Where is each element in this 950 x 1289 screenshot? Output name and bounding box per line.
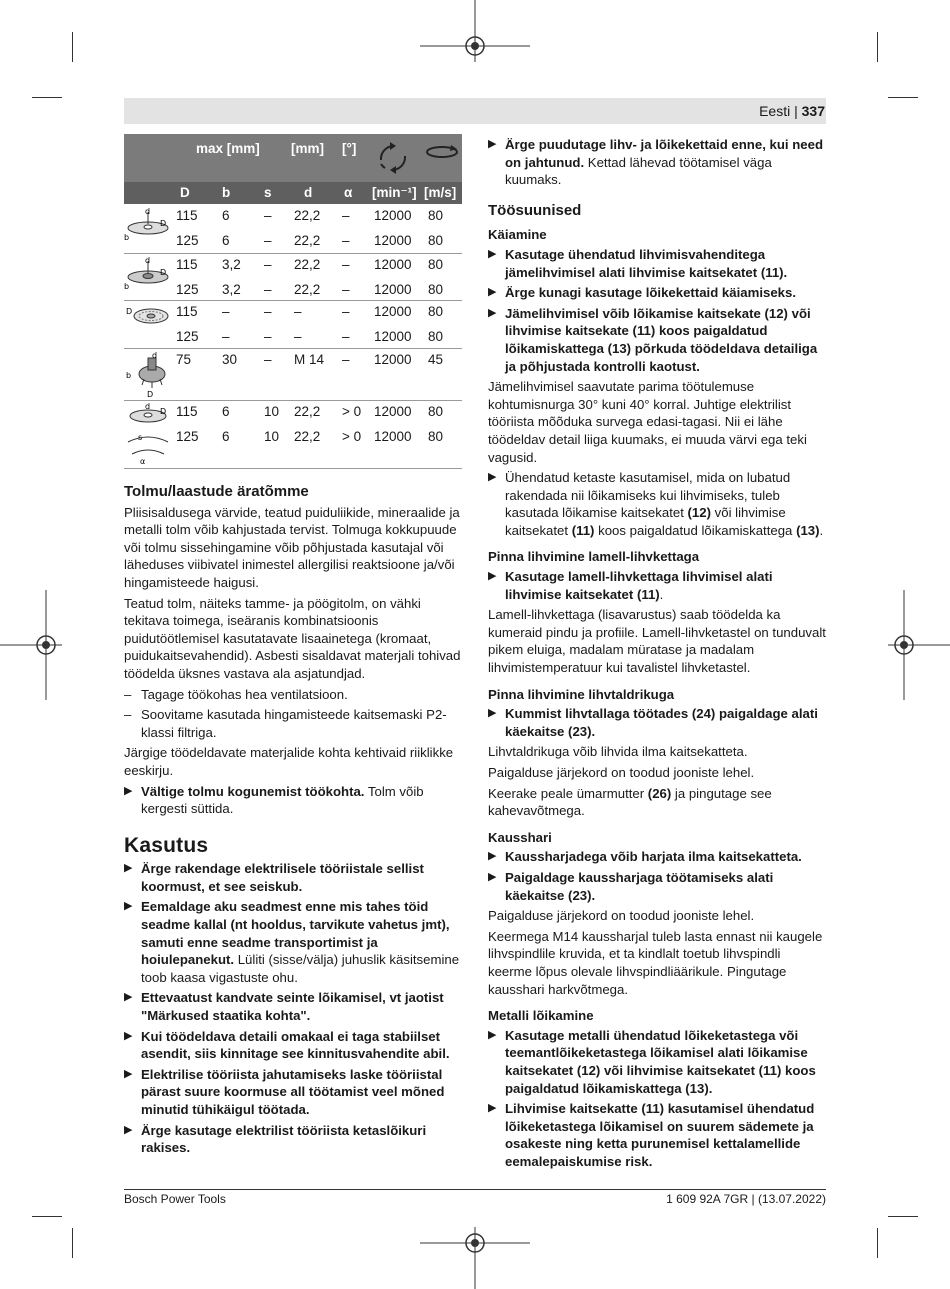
bullet-item: ▶ Jämelihvimisel võib lõikamise kaitsekate (12) või lihvimise kaitsekate (11) koos paigaldatud lõikamiskattega (13) põrkuda töödeldava detailiga ja põhjustada kontrolli kaotust. (488, 305, 818, 374)
table-cell: 115 (176, 404, 198, 419)
bullet-bold: Kasutage ühendatud lihvimisvahenditega jämelihvimisel alati lihvimise kaitsekatet (11). (505, 246, 788, 280)
table-cell: – (222, 328, 230, 344)
header-language: Eesti (759, 103, 791, 119)
table-cell: > 0 (342, 404, 362, 419)
bullet-item: ▶ Ärge kunagi kasutage lõikekettaid käiamiseks. (488, 285, 796, 301)
rotation-speed-icon (373, 138, 413, 178)
footer-rule (124, 1189, 826, 1190)
col-s: s (264, 185, 272, 200)
table-cell: – (294, 304, 302, 319)
col-rpm: [min⁻¹] (372, 185, 417, 200)
bullet-bold: Jämelihvimisel võib lõikamise kaitsekate (12) või lihvimise kaitsekate (11) koos paigaldatud lõikamiskattega (13) põrkuda töödeldava detailiga ja põhjustada kontrolli kaotust. (505, 305, 818, 374)
crop-mark (888, 1216, 918, 1217)
crop-mark (32, 1216, 62, 1217)
crop-mark (888, 97, 918, 98)
table-cell: 22,2 (294, 208, 321, 223)
table-cell: 115 (176, 208, 198, 223)
table-cell: – (294, 328, 302, 344)
dash-item: – Tagage töökohas hea ventilatsioon. (124, 686, 348, 702)
paragraph: Paigalduse järjekord on toodud jooniste lehel. (488, 765, 755, 780)
dash-text: Tagage töökohas hea ventilatsioon. (141, 686, 348, 702)
bullet-item: ▶ Kui töödeldava detaili omakaal ei taga stabiilset asendit, siis kinnitage see kinnitusvahendite abil. (124, 1028, 450, 1062)
table-cell: 6 (222, 404, 230, 419)
table-cell: – (264, 257, 272, 272)
table-cell: – (264, 352, 272, 367)
svg-text:D: D (160, 268, 167, 277)
table-cell: – (342, 328, 350, 344)
bullet-bold: Ärge kasutage elektrilist tööriista ketaslõikuri rakises. (141, 1122, 427, 1156)
table-cell: 12000 (374, 281, 412, 297)
table-cell: 125 (176, 281, 199, 297)
table-cell: 12000 (374, 304, 412, 319)
peripheral-speed-icon (424, 142, 460, 162)
svg-text:b: b (124, 233, 130, 242)
svg-text:α: α (140, 457, 146, 466)
right-column (488, 136, 826, 1173)
table-cell: M 14 (294, 352, 325, 367)
table-cell: 6 (222, 428, 230, 444)
text: koos paigaldatud lõikamiskattega (594, 522, 797, 538)
bullet-bold: Ärge puudutage lihv- ja lõikekettaid enne, kui need on jahtunud. (505, 137, 824, 170)
page-header: Eesti | 337 (759, 103, 825, 119)
svg-text:d: d (152, 351, 158, 360)
bullet-item: ▶ Kummist lihvtallaga töötades (24) paigaldage alati käekaitse (23). (488, 706, 818, 739)
flap-disc-icon (124, 402, 174, 466)
table-cell: 12000 (374, 328, 412, 344)
ref: (11) (571, 522, 595, 538)
paragraph: Keermega M14 kaussharjal tuleb lasta ennast nii kaugele lihvspindlile kruvida, et ta kindlalt toetub lihvspindli keerme lõpus olevale lihvspindliäärikule. Pingutage kausshari harkvõtmega. (488, 928, 823, 997)
crop-mark (877, 1228, 878, 1258)
section-title-usage: Kasutus (124, 833, 209, 857)
arrow-item: ▶ Ühendatud ketaste kasutamisel, mida on lubatud rakendada nii lõikamiseks kui lihvimiseks, tuleb kasutada lõikamise kaitsekatet (12) või lihvimise kaitsekatet (11) koos paigaldatud lõikamiskattega (13). (488, 470, 824, 538)
bullet-text: Lüliti (sisse/välja) juhuslik käsitsemine toob kaasa vigastuste ohu. (141, 952, 460, 985)
bullet-bold: Lihvimise kaitsekatte (11) kasutamisel ühendatud lõikeketastega lõikamisel on suurem sädemete ja osakeste ning ketta purunemisel kettalamellide eemalepaiskumise risk. (505, 1101, 815, 1169)
bullet-bold: Paigaldage kaussharjaga töötamiseks alati käekaitse (23). (505, 869, 774, 903)
cup-brush-icon (124, 350, 174, 400)
bullet-bold: Ettevaatust kandvate seinte lõikamisel, vt jaotist "Märkused staatika kohta". (141, 990, 444, 1024)
svg-text:d: d (145, 207, 151, 216)
svg-text:d: d (145, 256, 151, 265)
table-cell: – (222, 304, 230, 319)
crop-mark (72, 32, 73, 62)
text: või lihvimise kaitsekatet (505, 505, 786, 538)
table-cell: 3,2 (222, 281, 241, 297)
table-cell: – (264, 328, 272, 344)
crop-mark (877, 32, 878, 62)
paragraph: Lihvtaldrikuga võib lihvida ilma kaitsekatteta. (488, 744, 748, 760)
col-D: D (180, 185, 190, 200)
page-number: 337 (801, 103, 825, 119)
svg-text:D: D (160, 407, 167, 416)
col-alpha: α (344, 185, 353, 200)
table-cell: 12000 (374, 352, 412, 367)
table-cell: 125 (176, 428, 199, 444)
table-cell: 115 (176, 304, 198, 319)
registration-mark-icon (0, 590, 62, 700)
dash-text: Soovitame kasutada hingamisteede kaitsemaski P2-klassi filtriga. (141, 707, 447, 740)
svg-text:D: D (147, 390, 154, 399)
subsection-title: Metalli lõikamine (488, 1008, 594, 1024)
table-cell: – (264, 304, 272, 319)
registration-mark-icon (420, 1227, 530, 1289)
bullet-bold: Kasutage metalli ühendatud lõikeketastega või teemantlõikeketastega lõikamisel alati lõikamise kaitsekatet (12) või lihvimise kaitsekatet (11) koos paigaldatud lõikamiskattega (13). (505, 1027, 816, 1096)
table-cell: 30 (222, 352, 238, 367)
crop-mark (72, 1228, 73, 1258)
text: Keerake peale ümarmutter (488, 785, 648, 801)
bullet-item: ▶ Eemaldage aku seadmest enne mis tahes töid seadme kallal (nt hooldus, tarvikute vahetus jmt), samuti enne seadme transportimist ja hoiulepanekut. Lüliti (sisse/välja) juhuslik käsitsemine toob kaasa vigastuste ohu. (124, 899, 460, 985)
bullet-item: ▶ Ärge kasutage elektrilist tööriista ketaslõikuri rakises. (124, 1122, 427, 1156)
col-ms: [m/s] (424, 185, 457, 200)
bullet-item: ▶ Elektrilise tööriista jahutamiseks laske tööriistal pärast suure koormuse all töötamist veel mõned minutid tühikäigul töötada. (124, 1066, 445, 1117)
table-separator (124, 253, 462, 254)
col-d: d (304, 185, 313, 200)
bullet-item: ▶ Kaussharjadega võib harjata ilma kaitsekatteta. (488, 849, 802, 865)
bullet-bold: Kummist lihvtallaga töötades (24) paigaldage alati käekaitse (23). (505, 706, 818, 739)
table-separator (124, 300, 462, 301)
svg-text:b: b (126, 371, 132, 380)
table-cell: 22,2 (294, 428, 321, 444)
header-mm: [mm] (291, 141, 324, 156)
bullet-bold: Ärge kunagi kasutage lõikekettaid käiamiseks. (505, 285, 796, 301)
table-cell: 22,2 (294, 281, 321, 297)
table-header-row-1 (124, 134, 462, 182)
ref: (26) (647, 785, 672, 801)
bullet-bold: Kaussharjadega võib harjata ilma kaitsekatteta. (505, 849, 802, 865)
bullet-bold: Kui töödeldava detaili omakaal ei taga stabiilset asendit, siis kinnitage see kinnitusvahendite abil. (141, 1028, 450, 1062)
text: Ühendatud ketaste kasutamisel, mida on lubatud rakendada nii lõikamiseks kui lihvimiseks, tuleb kasutada lõikamise kaitsekatet (505, 470, 791, 521)
table-separator (124, 400, 462, 401)
bullet-item: ▶ Paigaldage kaussharjaga töötamiseks alati käekaitse (23). (488, 869, 774, 903)
section-title-dust: Tolmu/laastude äratõmme (124, 483, 309, 500)
bullet-item: ▶ Lihvimise kaitsekatte (11) kasutamisel ühendatud lõikeketastega lõikamisel on suurem sädemete ja osakeste ning ketta purunemisel kettalamellide eemalepaiskumise risk. (488, 1101, 815, 1169)
table-cell: – (264, 281, 272, 297)
bullet-bold: Ärge rakendage elektrilisele tööriistale sellist koormust, et see seiskub. (141, 861, 424, 894)
footer-right: 1 609 92A 7GR | (13.07.2022) (666, 1192, 826, 1206)
bullet-item: ▶ Kasutage lamell-lihvkettaga lihvimisel alati lihvimise kaitsekatet (11). (488, 569, 773, 602)
table-cell: 80 (428, 257, 444, 272)
footer-left: Bosch Power Tools (124, 1192, 226, 1206)
bullet-bold: Vältige tolmu kogunemist töökohta. (141, 783, 365, 799)
table-cell: 80 (428, 281, 444, 297)
svg-text:d: d (145, 402, 151, 411)
bullet-item: ▶ Vältige tolmu kogunemist töökohta. Tolm võib kergesti süttida. (124, 783, 424, 817)
table-cell: – (342, 208, 350, 223)
cutting-disc-icon (124, 255, 174, 299)
crop-mark (32, 97, 62, 98)
table-cell: 12000 (374, 208, 412, 223)
bullet-item: ▶ Ärge puudutage lihv- ja lõikekettaid enne, kui need on jahtunud. Kettad lähevad töötamisel väga kuumaks. (488, 137, 824, 188)
table-cell: 22,2 (294, 257, 321, 272)
table-cell: – (342, 232, 350, 248)
paragraph: Lamell-lihvkettaga (lisavarustus) saab töödelda ka kumeraid pindu ja profiile. Lamell-lihvketastel on tunduvalt pikem eluiga, madalam müratase ja madalam lihvimistemperatuur kui tavalistel lihvketastel. (488, 607, 826, 676)
table-cell: 80 (428, 304, 444, 319)
table-cell: 3,2 (222, 257, 241, 272)
table-cell: 22,2 (294, 232, 321, 248)
table-separator (124, 348, 462, 349)
header-max-mm: max [mm] (196, 141, 260, 156)
table-cell: – (264, 232, 272, 248)
section-title-work: Töösuunised (488, 201, 582, 219)
dash-item: – Soovitame kasutada hingamisteede kaitsemaski P2-klassi filtriga. (124, 707, 447, 740)
table-cell: 80 (428, 232, 444, 248)
table-cell: 80 (428, 404, 444, 419)
col-b: b (222, 185, 231, 200)
sanding-sheet-icon (124, 302, 174, 346)
table-cell: 115 (176, 257, 198, 272)
text: . (819, 522, 824, 538)
registration-mark-icon (888, 590, 950, 700)
table-cell: 80 (428, 428, 444, 444)
svg-text:b: b (124, 282, 130, 291)
bullet-bold: Kasutage lamell-lihvkettaga lihvimisel alati lihvimise kaitsekatet (11) (505, 569, 773, 602)
bullet-item: ▶ Ettevaatust kandvate seinte lõikamisel, vt jaotist "Märkused staatika kohta". (124, 990, 444, 1024)
text: ja pingutage see kahevavõtmega. (488, 785, 772, 819)
registration-mark-icon (420, 0, 530, 62)
table-cell: 10 (264, 404, 280, 419)
paragraph: Pliisisaldusega värvide, teatud puiduliikide, mineraalide ja metalli tolm võib kahjustada tervist. Tolmuga kokkupuude või tolmu sissehingamine võib põhjustada kasutajal või läheduses viibivatel inimestel allergilisi reaktsioone ja/või hingamisteede haigusi. (124, 504, 460, 590)
bullet-text: Kettad lähevad töötamisel väga kuumaks. (505, 154, 772, 188)
header-bar (124, 98, 826, 124)
table-cell: 12000 (374, 257, 412, 272)
table-cell: 80 (428, 328, 444, 344)
paragraph: Paigalduse järjekord on toodud jooniste lehel. (488, 908, 755, 924)
paragraph: Jämelihvimisel saavutate parima töötulemuse kohtumisnurga 30° kuni 40° korral. Juhtige elektrilist tööriista mõõduka survega edasi-tagasi. Nii ei lähe töödeldav detail liiga kuumaks, ei muuda värvi ega teki vagusid. (488, 379, 807, 465)
subsection-title: Pinna lihvimine lamell-lihvkettaga (488, 549, 700, 565)
table-cell: 12000 (374, 428, 412, 444)
table-cell: > 0 (342, 428, 362, 444)
table-cell: 12000 (374, 232, 412, 248)
ref: (12) (687, 505, 711, 521)
table-cell: 125 (176, 328, 199, 344)
bullet-bold: Elektrilise tööriista jahutamiseks laske tööriistal pärast suure koormuse all töötamist veel mõned minutid tühikäigul töötada. (141, 1066, 445, 1117)
subsection-title: Kausshari (488, 829, 552, 845)
table-cell: 12000 (374, 404, 412, 419)
paragraph (488, 785, 826, 820)
table-cell: 22,2 (294, 404, 321, 419)
table-cell: 45 (428, 352, 444, 367)
table-cell: 80 (428, 208, 444, 223)
bullet-text: . (659, 586, 664, 602)
ref: (13) (796, 522, 820, 538)
table-cell: – (264, 208, 272, 223)
table-header-row-2 (124, 182, 462, 204)
subsection-title: Käiamine (488, 227, 547, 243)
svg-text:D: D (160, 219, 167, 228)
bullet-item: ▶ Ärge rakendage elektrilisele tööriistale sellist koormust, et see seiskub. (124, 861, 424, 894)
table-separator (124, 468, 462, 469)
table-cell: 10 (264, 428, 280, 444)
table-cell: – (342, 281, 350, 297)
paragraph: Järgige töödeldavate materjalide kohta kehtivaid riiklikke eeskirju. (124, 745, 454, 778)
bullet-bold: Eemaldage aku seadmest enne mis tahes töid seadme kallal (nt hooldus, tarvikute vahetus jmt), samuti enne seadme transportimist ja hoiulepanekut. (141, 899, 450, 968)
table-cell: 6 (222, 232, 230, 248)
left-column (124, 483, 462, 1160)
grinding-disc-icon (124, 206, 174, 250)
bullet-item: ▶ Kasutage metalli ühendatud lõikeketastega või teemantlõikeketastega lõikamisel alati lõikamise kaitsekatet (12) või lihvimise kaitsekatet (11) koos paigaldatud lõikamiskattega (13). (488, 1027, 816, 1096)
subsection-title: Pinna lihvimine lihvtaldrikuga (488, 686, 675, 702)
bullet-item: ▶ Kasutage ühendatud lihvimisvahenditega jämelihvimisel alati lihvimise kaitsekatet (11). (488, 246, 788, 280)
table-cell: 6 (222, 208, 230, 223)
table-cell: – (342, 257, 350, 272)
svg-text:s: s (138, 433, 143, 442)
spec-table (124, 134, 462, 468)
table-cell: 75 (176, 352, 192, 367)
svg-text:D: D (126, 307, 133, 316)
header-degree: [°] (342, 141, 357, 156)
bullet-text: Tolm võib kergesti süttida. (141, 783, 424, 817)
paragraph: Teatud tolm, näiteks tamme- ja pöögitolm, on vähki tekitava toimega, iseäranis kombinatsioonis puidutöötlemisel kasutatavate lisaainetega (kromaat, puidukaitsevahendid). Asbesti sisaldavat materjali tohivad töödelda üksnes vastava ala asjatundjad. (124, 595, 461, 681)
table-cell: – (342, 352, 350, 367)
table-cell: 125 (176, 232, 199, 248)
table-cell: – (342, 304, 350, 319)
